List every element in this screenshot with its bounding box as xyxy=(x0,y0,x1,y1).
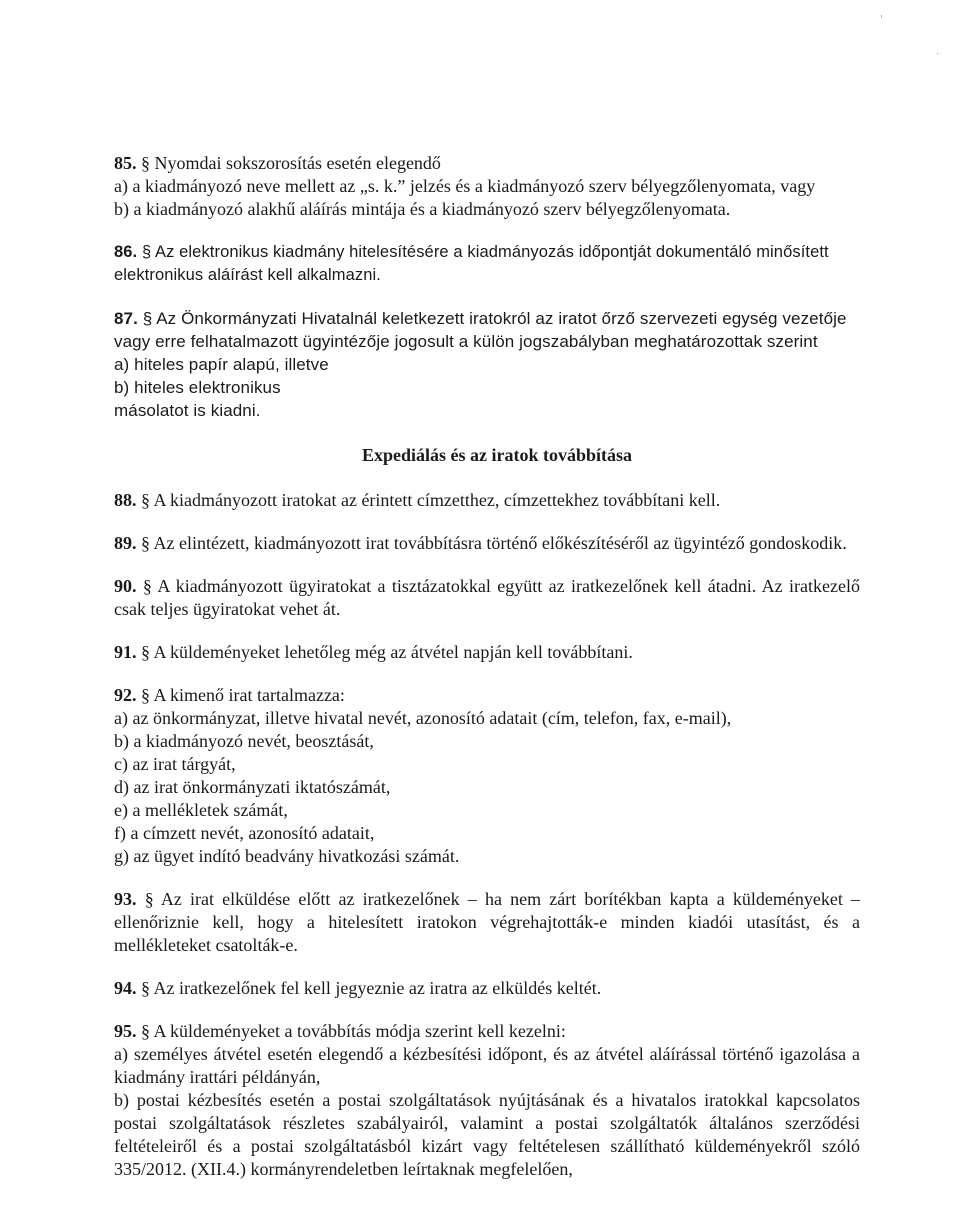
section-86 xyxy=(114,241,860,287)
section-number: 85. xyxy=(114,153,137,173)
section-text: § Az elintézett, kiadmányozott irat továbbításra történő előkészítéséről az ügyintéző gondoskodik. xyxy=(141,533,847,553)
section-number: 95. xyxy=(114,1021,137,1041)
section-92-intro-line xyxy=(114,684,860,707)
section-93 xyxy=(114,888,860,957)
section-text: § A kiadmányozott iratokat az érintett címzetthez, címzettekhez továbbítani kell. xyxy=(141,490,721,510)
section-number: 89. xyxy=(114,533,137,553)
section-90 xyxy=(114,575,860,621)
list-item: a) a kiadmányozó neve mellett az „s. k.” jelzés és a kiadmányozó szerv bélyegzőlenyomata, vagy xyxy=(114,176,816,196)
scan-mark: . xyxy=(936,46,940,57)
list-item: b) a kiadmányozó nevét, beosztását, xyxy=(114,731,374,751)
list-item: c) az irat tárgyát, xyxy=(114,754,236,774)
section-89 xyxy=(114,532,860,555)
section-number: 93. xyxy=(114,889,137,909)
section-88 xyxy=(114,489,860,512)
section-number: 87. xyxy=(114,309,138,328)
section-text: § A kiadmányozott ügyiratokat a tisztázatokkal együtt az iratkezelőnek kell átadni. Az iratkezelő csak teljes ügyiratokat vehet át. xyxy=(114,576,860,619)
section-85-intro-line xyxy=(114,152,860,175)
section-number: 90. xyxy=(114,576,137,596)
list-item: b) postai kézbesítés esetén a postai szolgáltatások nyújtásának és a hivatalos iratokkal kapcsolatos postai szolgáltatások részletes szabályairól, valamint a postai szolgáltatók általános szerződési feltételeiről és a postai szolgáltatásból kizárt vagy feltételesen szállítható küldeményekről szóló 335/2012. (XII.4.) kormányrendeletben leírtaknak megfelelően, xyxy=(114,1090,860,1179)
section-91 xyxy=(114,641,860,664)
section-text: § A küldeményeket a továbbítás módja szerint kell kezelni: xyxy=(141,1021,566,1041)
section-number: 88. xyxy=(114,490,137,510)
list-item: b) a kiadmányozó alakhű aláírás mintája és a kiadmányozó szerv bélyegzőlenyomata. xyxy=(114,199,731,219)
section-text: § Nyomdai sokszorosítás esetén elegendő xyxy=(141,153,441,173)
section-number: 92. xyxy=(114,685,137,705)
list-item: b) hiteles elektronikus xyxy=(114,378,281,397)
list-item: d) az irat önkormányzati iktatószámát, xyxy=(114,777,391,797)
section-heading: Expediálás és az iratok továbbítása xyxy=(361,445,633,465)
section-number: 91. xyxy=(114,642,137,662)
section-95 xyxy=(114,1020,860,1181)
section-text: § Az Önkormányzati Hivatalnál keletkezett iratokról az iratot őrző szervezeti egység vezetője vagy erre felhatalmazott ügyintézője jogosult a külön jogszabályban meghatározottak szerint xyxy=(114,309,847,351)
list-item: g) az ügyet indító beadvány hivatkozási számát. xyxy=(114,846,460,866)
section-text: § Az elektronikus kiadmány hitelesítésére a kiadmányozás időpontját dokumentáló minősített elektronikus aláírást kell alkalmazni. xyxy=(114,243,829,284)
section-94 xyxy=(114,977,860,1000)
section-text: § Az irat elküldése előtt az iratkezelőnek – ha nem zárt borítékban kapta a küldeményeket – ellenőriznie kell, hogy a hitelesített iratokon végrehajtották-e minden kiadói utasítást, és a mellékleteket csatolták-e. xyxy=(114,889,861,955)
section-95-intro-line xyxy=(114,1020,860,1043)
section-text: § Az iratkezelőnek fel kell jegyeznie az iratra az elküldés keltét. xyxy=(141,978,602,998)
list-item: f) a címzett nevét, azonosító adatait, xyxy=(114,823,375,843)
scan-mark: ' xyxy=(880,14,883,25)
list-item: a) az önkormányzat, illetve hivatal nevét, azonosító adatait (cím, telefon, fax, e-mail), xyxy=(114,708,732,728)
list-item: a) személyes átvétel esetén elegendő a kézbesítési időpont, és az átvétel aláírással történő igazolása a kiadmány irattári példányán, xyxy=(114,1044,860,1087)
section-number: 94. xyxy=(114,978,137,998)
section-92 xyxy=(114,684,860,868)
section-number: 86. xyxy=(114,243,138,261)
list-item: másolatot is kiadni. xyxy=(114,401,261,420)
list-item: e) a mellékletek számát, xyxy=(114,800,288,820)
section-87 xyxy=(114,307,860,422)
section-text: § A kimenő irat tartalmazza: xyxy=(141,685,345,705)
section-85 xyxy=(114,152,860,221)
document-body xyxy=(114,152,860,1181)
list-item: a) hiteles papír alapú, illetve xyxy=(114,355,329,374)
section-text: § A küldeményeket lehetőleg még az átvétel napján kell továbbítani. xyxy=(141,642,633,662)
section-87-intro xyxy=(114,307,860,353)
